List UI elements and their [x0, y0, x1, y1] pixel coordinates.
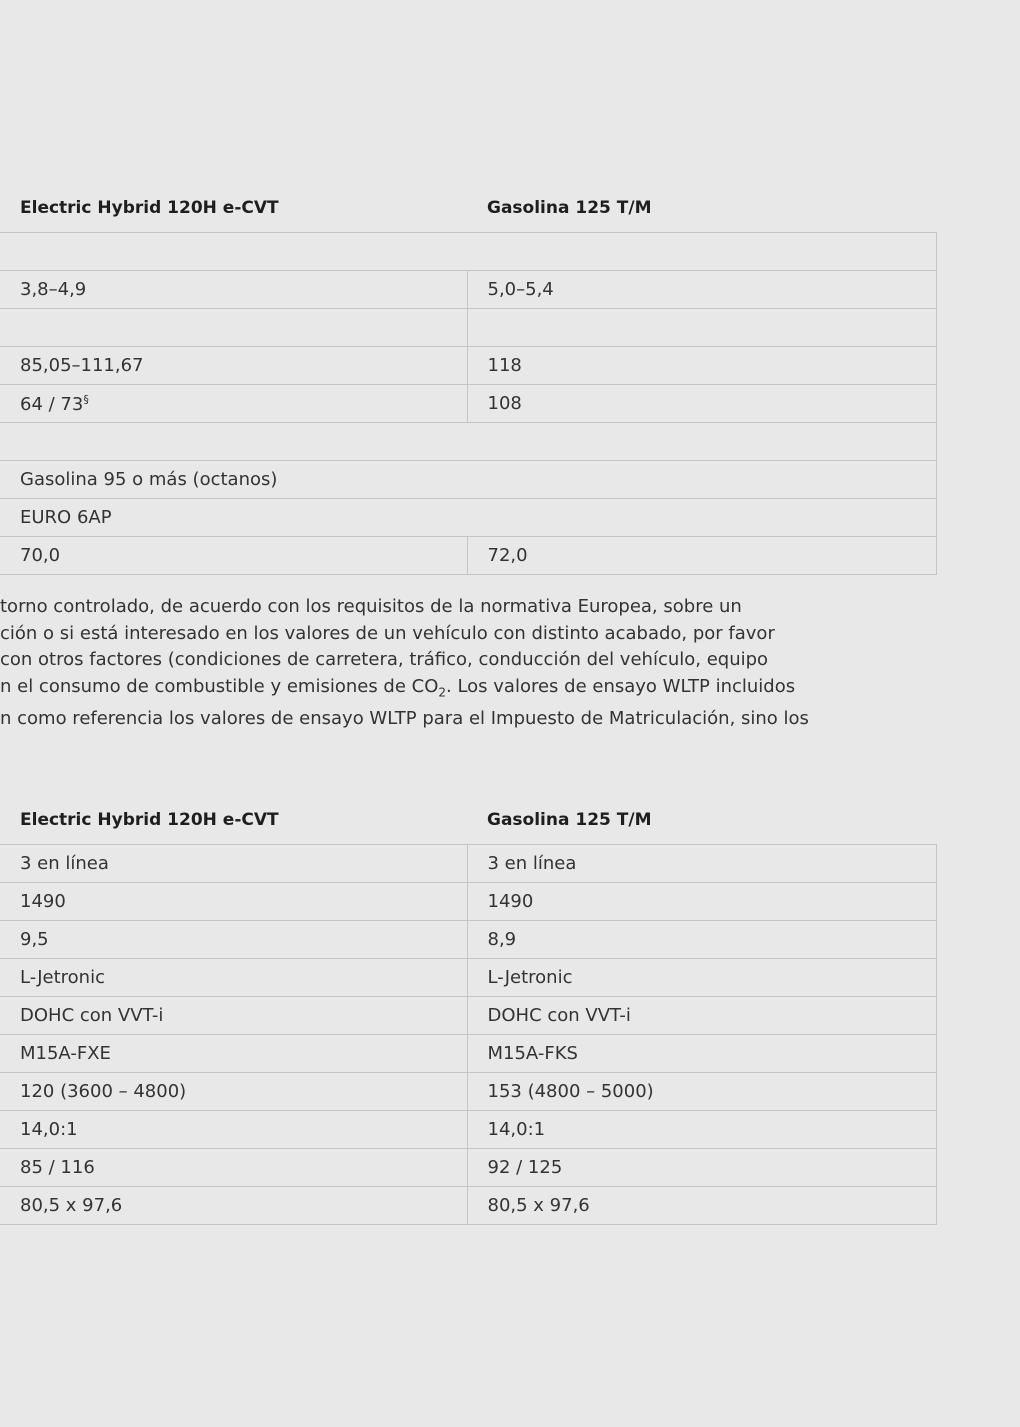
footnote-mark: § — [83, 392, 89, 406]
footnote-paragraph — [0, 594, 1020, 732]
table-cell-gasoline: 14,0:1 — [467, 1111, 936, 1149]
column-header-hybrid: Electric Hybrid 120H e-CVT — [0, 198, 467, 233]
table-cell-hybrid: 3 en línea — [0, 845, 467, 883]
table-cell-gasoline: 118 — [467, 347, 936, 385]
table-cell-hybrid: L-Jetronic — [0, 959, 467, 997]
column-header-gasoline: Gasolina 125 T/M — [467, 810, 936, 845]
table-row — [0, 845, 936, 883]
table-row — [0, 883, 936, 921]
table-row — [0, 385, 936, 423]
table-cell-gasoline: 108 — [467, 385, 936, 423]
footnote-text: . Los valores de ensayo WLTP incluidos — [446, 675, 796, 697]
engine-spec-table — [0, 810, 937, 1225]
table-cell-hybrid: 70,0 — [0, 537, 467, 575]
cell-value: 64 / 73 — [20, 393, 84, 415]
table-cell-gasoline: 3 en línea — [467, 845, 936, 883]
table-row — [0, 499, 936, 537]
table-row — [0, 959, 936, 997]
table-cell-gasoline: DOHC con VVT-i — [467, 997, 936, 1035]
table-row — [0, 1149, 936, 1187]
table-cell-hybrid: 14,0:1 — [0, 1111, 467, 1149]
footnote-line: ción o si está interesado en los valores de un vehículo con distinto acabado, por favor — [0, 622, 775, 644]
table-row — [0, 423, 936, 461]
table-header-row — [0, 198, 936, 233]
table-cell-gasoline: 153 (4800 – 5000) — [467, 1073, 936, 1111]
table-cell-span — [0, 233, 936, 271]
table-row — [0, 233, 936, 271]
table-cell-span: Gasolina 95 o más (octanos) — [0, 461, 936, 499]
table-row — [0, 1111, 936, 1149]
table-row — [0, 1187, 936, 1225]
table-cell-span: EURO 6AP — [0, 499, 936, 537]
consumption-spec-table — [0, 198, 937, 575]
table-cell-span — [0, 423, 936, 461]
table-row — [0, 309, 936, 347]
table-row — [0, 271, 936, 309]
table-cell-gasoline: M15A-FKS — [467, 1035, 936, 1073]
table-cell-hybrid: 3,8–4,9 — [0, 271, 467, 309]
table-cell-gasoline: 80,5 x 97,6 — [467, 1187, 936, 1225]
table-cell-gasoline: 5,0–5,4 — [467, 271, 936, 309]
column-header-gasoline: Gasolina 125 T/M — [467, 198, 936, 233]
footnote-line: torno controlado, de acuerdo con los requisitos de la normativa Europea, sobre un — [0, 596, 742, 617]
table-row — [0, 1035, 936, 1073]
table-cell-hybrid: 85 / 116 — [0, 1149, 467, 1187]
footnote-line — [0, 674, 1020, 706]
table-cell-hybrid: 120 (3600 – 4800) — [0, 1073, 467, 1111]
table-cell-hybrid: 1490 — [0, 883, 467, 921]
table-cell-gasoline — [467, 309, 936, 347]
table-cell-hybrid: 9,5 — [0, 921, 467, 959]
footnote-line: con otros factores (condiciones de carretera, tráfico, conducción del vehículo, equipo — [0, 649, 769, 670]
table-cell-gasoline: 8,9 — [467, 921, 936, 959]
table-cell-gasoline: 1490 — [467, 883, 936, 921]
footnote-line: n como referencia los valores de ensayo WLTP para el Impuesto de Matriculación, sino los — [0, 707, 809, 729]
table-cell-gasoline: L-Jetronic — [467, 959, 936, 997]
table-cell-hybrid: DOHC con VVT-i — [0, 997, 467, 1035]
table-row — [0, 921, 936, 959]
column-header-hybrid: Electric Hybrid 120H e-CVT — [0, 810, 467, 845]
table-cell-hybrid — [0, 309, 467, 347]
table-cell-hybrid: 80,5 x 97,6 — [0, 1187, 467, 1225]
table-cell-gasoline: 72,0 — [467, 537, 936, 575]
table-cell-hybrid — [0, 385, 467, 423]
table-row — [0, 997, 936, 1035]
subscript-text: 2 — [438, 685, 447, 700]
table-cell-hybrid: M15A-FXE — [0, 1035, 467, 1073]
table-row — [0, 537, 936, 575]
table-row — [0, 347, 936, 385]
table-cell-hybrid: 85,05–111,67 — [0, 347, 467, 385]
table-cell-gasoline: 92 / 125 — [467, 1149, 936, 1187]
footnote-text: n el consumo de combustible y emisiones de CO — [0, 675, 439, 697]
table-row — [0, 1073, 936, 1111]
table-header-row — [0, 810, 936, 845]
table-row — [0, 461, 936, 499]
